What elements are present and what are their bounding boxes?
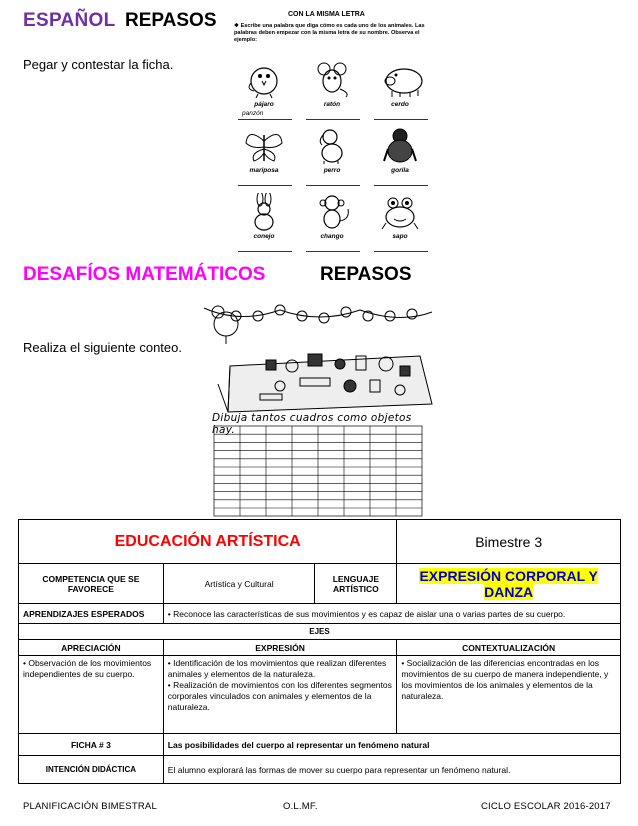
animal-cell-bird xyxy=(232,61,296,127)
competencia-label: COMPETENCIA QUE SE FAVORECE xyxy=(19,564,164,604)
monkey-drawing xyxy=(310,193,354,231)
dog-drawing xyxy=(310,127,354,165)
answer-line xyxy=(374,251,428,252)
animal-name: perro xyxy=(323,167,341,174)
expresion-cell xyxy=(163,656,397,734)
matematicas-repasos-label: REPASOS xyxy=(320,264,412,285)
animal-cell-frog xyxy=(368,193,432,259)
mouse-drawing xyxy=(310,61,354,99)
animal-name: ratón xyxy=(323,101,341,108)
animal-cell-mouse xyxy=(300,61,364,127)
artistica-title: EDUCACIÓN ARTÍSTICA xyxy=(19,520,397,564)
lenguaje-value: EXPRESIÓN CORPORAL Y DANZA xyxy=(419,567,598,600)
contextualizacion-text: • Socialización de las diferencias encontradas en los movimientos de su cuerpo de manera independiente, y los movimientos de los animales y elementos de la naturaleza. xyxy=(397,656,621,734)
footer-center: O.L.MF. xyxy=(283,801,318,812)
animal-name: conejo xyxy=(253,233,275,240)
animal-cell-pig xyxy=(368,61,432,127)
expresion-text-2: • Realización de movimientos con los diferentes segmentos corporales vinculados con animales y elementos de la naturaleza. xyxy=(167,680,392,712)
gorilla-drawing xyxy=(378,127,422,165)
ficha-value: Las posibilidades del cuerpo al representar un fenómeno natural xyxy=(163,734,620,756)
animal-cell-gorilla xyxy=(368,127,432,193)
ficha-label: FICHA # 3 xyxy=(19,734,164,756)
animal-cell-butterfly xyxy=(232,127,296,193)
espanol-instruction: Pegar y contestar la ficha. xyxy=(23,57,174,72)
counting-scene-drawing xyxy=(200,294,436,526)
artistica-planning-table xyxy=(18,519,621,784)
answer-line xyxy=(238,119,292,120)
contextualizacion-label: CONTEXTUALIZACIÓN xyxy=(397,640,621,656)
animal-name: gorila xyxy=(391,167,409,174)
butterfly-drawing xyxy=(242,127,286,165)
espanol-repasos-label: REPASOS xyxy=(125,10,217,31)
apreciacion-text: • Observación de los movimientos independientes de su cuerpo. xyxy=(19,656,164,734)
animal-name: pájaro xyxy=(254,101,274,108)
answer-line xyxy=(306,119,360,120)
answer-line xyxy=(306,185,360,186)
pig-drawing xyxy=(378,61,428,99)
answer-line xyxy=(238,185,292,186)
expresion-label: EXPRESIÓN xyxy=(163,640,397,656)
animal-name: sapo xyxy=(392,233,408,240)
animal-cell-dog xyxy=(300,127,364,193)
worksheet-instruction: ❖ Escribe una palabra que diga cómo es cada uno de los animales. Las palabras deben empezar con la misma letra de su nombre. Observa el ejemplo: xyxy=(234,23,425,43)
animal-example-word: panzón xyxy=(242,110,264,117)
worksheet-title: CON LA MISMA LETRA xyxy=(288,11,365,18)
counting-worksheet-caption: Dibuja tantos cuadros como objetos hay. xyxy=(212,412,412,436)
lenguaje-label: LENGUAJE ARTÍSTICO xyxy=(315,564,397,604)
animals-worksheet-image xyxy=(228,5,440,253)
apreciacion-label: APRECIACIÓN xyxy=(19,640,164,656)
frog-drawing xyxy=(378,193,422,231)
animal-name: chango xyxy=(320,233,344,240)
animal-name: mariposa xyxy=(249,167,279,174)
matematicas-instruction: Realiza el siguiente conteo. xyxy=(23,340,182,355)
aprendizajes-label: APRENDIZAJES ESPERADOS xyxy=(19,604,164,624)
counting-worksheet-image xyxy=(200,294,436,526)
answer-line xyxy=(374,185,428,186)
intencion-label: INTENCIÓN DIDÁCTICA xyxy=(19,756,164,784)
expresion-text-1: • Identificación de los movimientos que realizan diferentes animales y elementos de la naturaleza. xyxy=(167,658,387,679)
bird-drawing xyxy=(242,61,286,99)
answer-line xyxy=(238,251,292,252)
competencia-value: Artística y Cultural xyxy=(163,564,315,604)
ejes-label: EJES xyxy=(19,624,621,640)
footer-left: PLANIFICACIÓN BIMESTRAL xyxy=(23,801,157,812)
matematicas-heading: DESAFÍOS MATEMÁTICOS xyxy=(23,264,266,285)
footer-right: CICLO ESCOLAR 2016-2017 xyxy=(481,801,611,812)
answer-line xyxy=(374,119,428,120)
aprendizajes-value: • Reconoce las características de sus movimientos y es capaz de aislar una o varias partes de su cuerpo. xyxy=(163,604,620,624)
intencion-value: El alumno explorará las formas de mover su cuerpo para representar un fenómeno natural. xyxy=(163,756,620,784)
espanol-heading: ESPAÑOL xyxy=(23,10,116,31)
animal-cell-rabbit xyxy=(232,193,296,259)
animal-cell-monkey xyxy=(300,193,364,259)
rabbit-drawing xyxy=(242,193,286,231)
lenguaje-value-cell xyxy=(397,564,621,604)
answer-line xyxy=(306,251,360,252)
bimestre-label: Bimestre 3 xyxy=(397,520,621,564)
animal-name: cerdo xyxy=(391,101,409,108)
